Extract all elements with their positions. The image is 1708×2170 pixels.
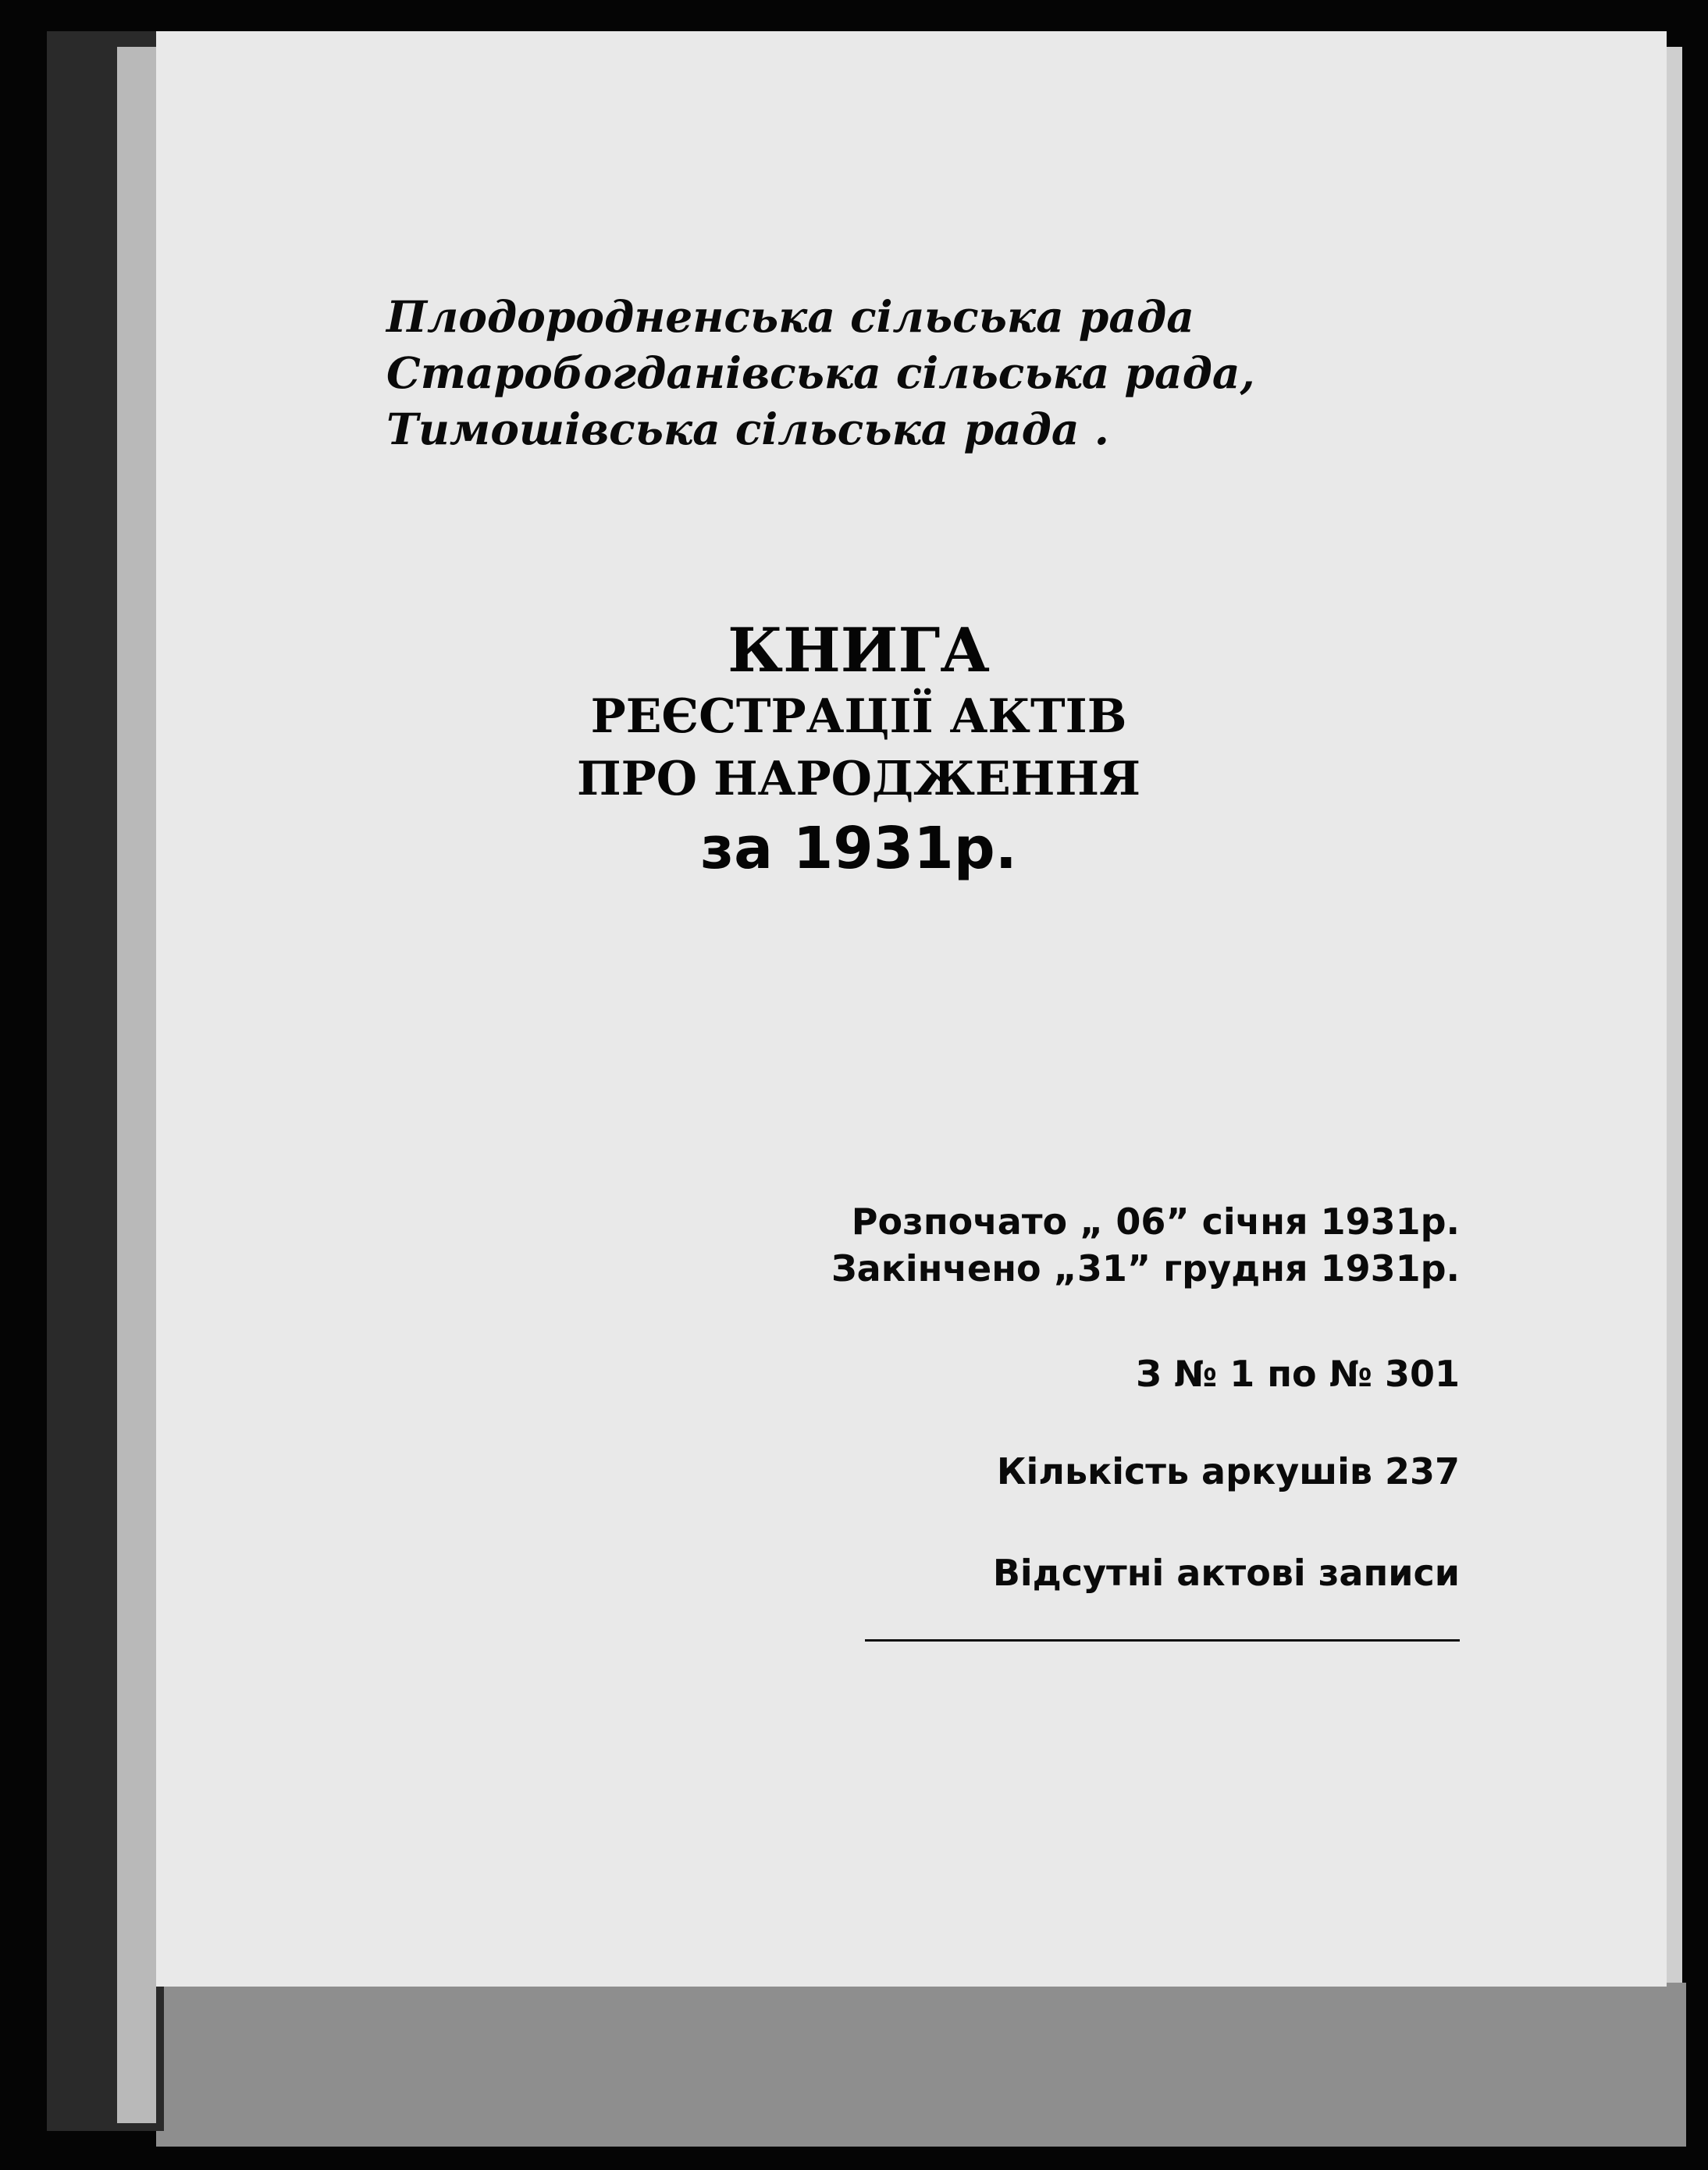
record-range: З № 1 по № 301 bbox=[1136, 1353, 1460, 1395]
book-title bbox=[390, 617, 1327, 882]
date-started: Розпочато „ 06” січня 1931р. bbox=[851, 1201, 1460, 1243]
sheet-count: Кількість аркушів 237 bbox=[996, 1450, 1460, 1492]
council-line-1: Плодородненська сільська рада bbox=[386, 291, 1194, 342]
title-line-2: РЕЄСТРАЦІЇ АКТІВ bbox=[590, 689, 1127, 744]
missing-records-label: Відсутні актові записи bbox=[992, 1552, 1460, 1594]
back-sheet bbox=[156, 1983, 1686, 2147]
council-line-2: Старобогданівська сільська рада, bbox=[386, 347, 1255, 398]
title-year: за 1931р. bbox=[700, 815, 1017, 882]
spine-strip bbox=[117, 47, 156, 2123]
title-main: КНИГА bbox=[728, 615, 990, 686]
council-line-3: Тимошівська сільська рада . bbox=[386, 404, 1109, 454]
title-line-3: ПРО НАРОДЖЕННЯ bbox=[577, 752, 1140, 806]
missing-records-line bbox=[865, 1639, 1460, 1642]
council-names bbox=[386, 289, 1255, 457]
date-finished: Закінчено „31” грудня 1931р. bbox=[831, 1247, 1460, 1290]
date-range bbox=[687, 1198, 1460, 1292]
